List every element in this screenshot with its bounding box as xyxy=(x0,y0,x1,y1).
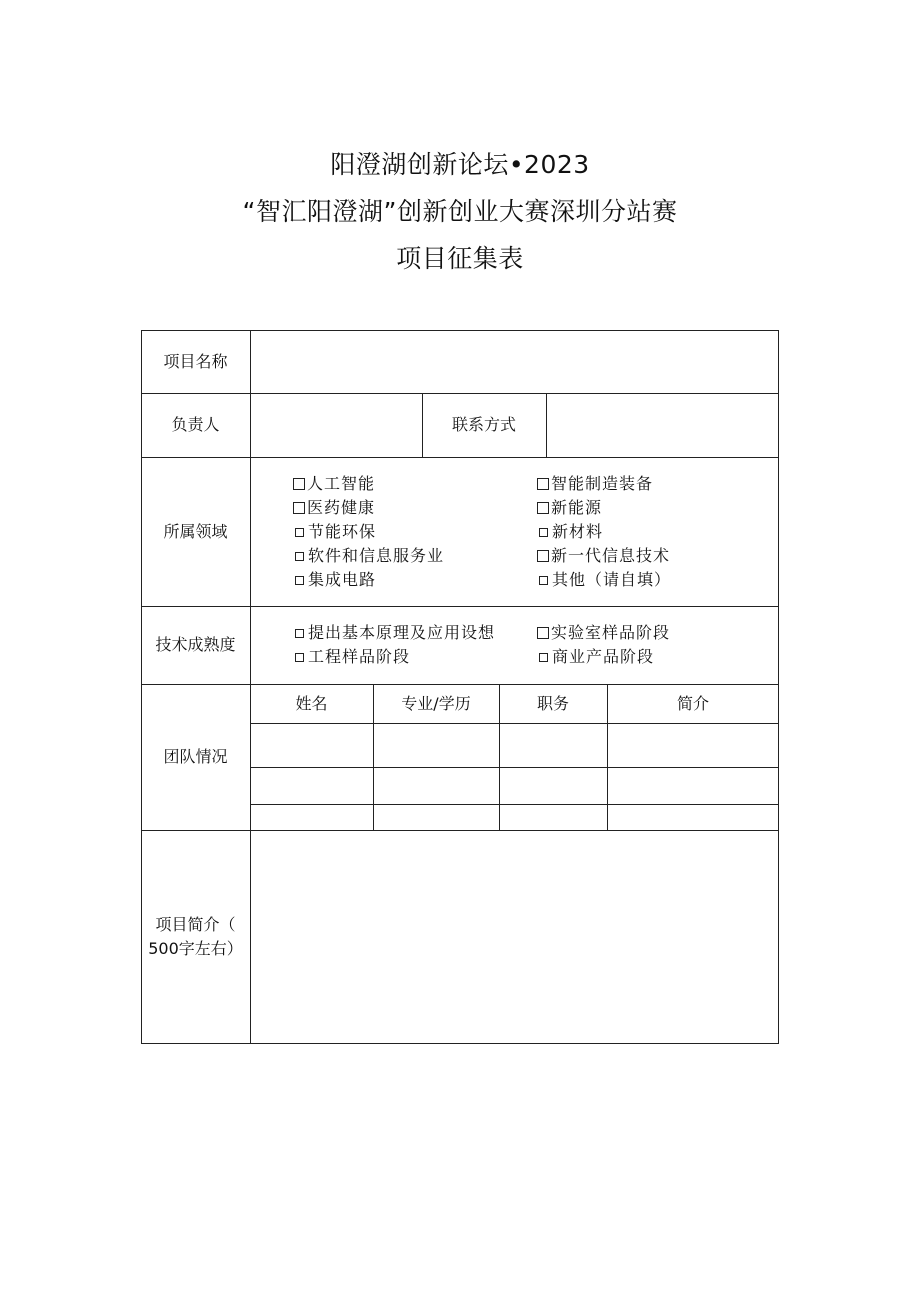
form-title xyxy=(0,141,920,282)
field-option-energy-saving[interactable]: 节能环保 xyxy=(293,520,376,544)
checkbox-icon xyxy=(293,502,305,514)
field-option-intelligent-manufacturing[interactable]: 智能制造装备 xyxy=(537,472,653,496)
team-label: 团队情况 xyxy=(163,747,228,766)
team-cell[interactable] xyxy=(608,768,778,804)
team-cell[interactable] xyxy=(374,724,499,767)
title-line-1: 阳澄湖创新论坛•2023 xyxy=(330,150,590,179)
maturity-option-concept[interactable]: 提出基本原理及应用设想 xyxy=(293,621,495,645)
team-cell[interactable] xyxy=(251,724,373,767)
project-name-label: 项目名称 xyxy=(163,351,228,371)
field-option-ic[interactable]: 集成电路 xyxy=(293,568,376,592)
checkbox-icon xyxy=(295,576,304,585)
checkbox-icon xyxy=(537,627,549,639)
intro-label-line-1: 项目简介（ xyxy=(155,915,236,934)
team-header-name: 姓名 xyxy=(295,693,328,713)
leader-input[interactable] xyxy=(251,394,422,457)
maturity-label: 技术成熟度 xyxy=(155,635,236,654)
intro-input[interactable] xyxy=(251,831,778,1043)
field-option-pharma-health[interactable]: 医药健康 xyxy=(293,496,375,520)
team-cell[interactable] xyxy=(251,805,373,830)
team-cell[interactable] xyxy=(374,805,499,830)
field-option-new-materials[interactable]: 新材料 xyxy=(537,520,603,544)
checkbox-icon xyxy=(295,552,304,561)
checkbox-icon xyxy=(537,550,549,562)
field-label: 所属领域 xyxy=(163,521,228,541)
contact-input[interactable] xyxy=(547,394,778,457)
maturity-option-lab-sample[interactable]: 实验室样品阶段 xyxy=(537,621,670,645)
field-option-software[interactable]: 软件和信息服务业 xyxy=(293,544,444,568)
maturity-option-engineering-sample[interactable]: 工程样品阶段 xyxy=(293,645,410,669)
contact-label: 联系方式 xyxy=(451,415,516,434)
checkbox-icon xyxy=(539,653,548,662)
intro-label-line-2: 500字左右） xyxy=(148,939,243,958)
checkbox-icon xyxy=(295,629,304,638)
team-header-major: 专业/学历 xyxy=(401,693,471,713)
checkbox-icon xyxy=(539,576,548,585)
checkbox-icon xyxy=(295,528,304,537)
checkbox-icon xyxy=(539,528,548,537)
intro-label xyxy=(141,830,250,1044)
title-line-3: 项目征集表 xyxy=(396,244,524,273)
field-option-other[interactable]: 其他（请自填） xyxy=(537,568,671,592)
leader-label: 负责人 xyxy=(171,415,220,434)
checkbox-icon xyxy=(537,478,549,490)
checkbox-icon xyxy=(293,478,305,490)
project-form-table xyxy=(141,330,779,1044)
team-header-bio: 简介 xyxy=(676,693,709,713)
team-cell[interactable] xyxy=(500,724,607,767)
maturity-option-commercial-product[interactable]: 商业产品阶段 xyxy=(537,645,654,669)
title-line-2: “智汇阳澄湖”创新创业大赛深圳分站赛 xyxy=(242,197,678,226)
team-cell[interactable] xyxy=(374,768,499,804)
checkbox-icon xyxy=(537,502,549,514)
project-name-input[interactable] xyxy=(251,331,778,393)
team-cell[interactable] xyxy=(608,724,778,767)
field-option-new-energy[interactable]: 新能源 xyxy=(537,496,602,520)
checkbox-icon xyxy=(295,653,304,662)
field-option-ai[interactable]: 人工智能 xyxy=(293,472,375,496)
field-option-next-gen-it[interactable]: 新一代信息技术 xyxy=(537,544,670,568)
team-cell[interactable] xyxy=(608,805,778,830)
team-cell[interactable] xyxy=(251,768,373,804)
team-header-position: 职务 xyxy=(536,693,569,713)
team-cell[interactable] xyxy=(500,805,607,830)
team-cell[interactable] xyxy=(500,768,607,804)
